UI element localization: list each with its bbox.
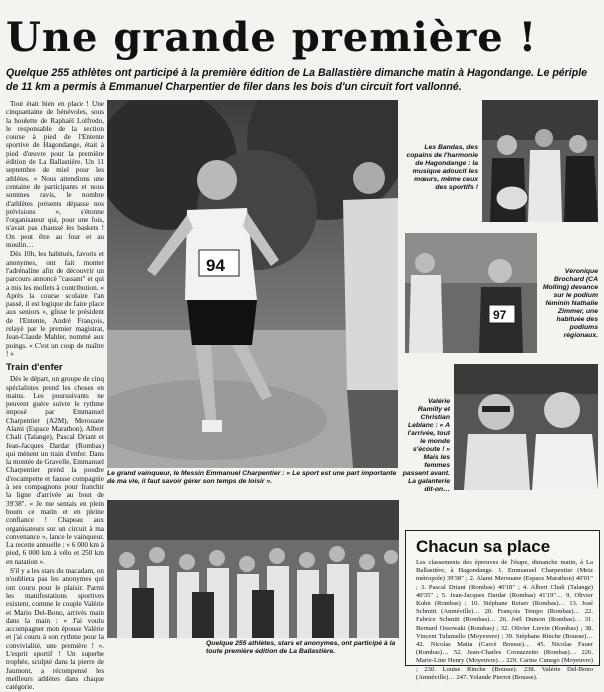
crowd-photo xyxy=(107,500,399,638)
body-paragraph: Dès le départ, un groupe de cinq spécialistes prend les choses en mains. Les poursuivants ne peuvent guère suivre le rythme imposé par Emmanuel Charpentier (A2M), Merouane Alami (Espace Marathon), Albert Chali (Talange), Pascal Driant et Jean-Jacques Dardar (Rombas) qui mènent un train d'enfer. Dans la montée de Gravelle, Emmanuel Charpentier prend la poudre d'escampette et fausse compagnie à ses compagnons pour franchir la ligne d'arrivée au bout de 39'38". « Je me sentais en plein boum ce matin et en pleine confiance ! Chapeau aux organisateurs sur un circuit à ma convenance », lance le vainqueur. La recette annuelle : « 6 000 km à pied, 6 000 km à vélo et 250 km en natation ». xyxy=(6,375,104,566)
winner-caption: Le grand vainqueur, le Messin Emmanuel Charpentier : « Le sport est une part importante de ma vie, il faut savoir gérer son temps de loisir ». xyxy=(107,470,397,485)
podium-photo xyxy=(405,233,537,353)
results-box xyxy=(405,530,600,681)
podium-caption: Véronique Brochard (CA Molling) devance sur le podium féminin Nathalie Zimmer, une habituée des podiums régionaux. xyxy=(542,268,598,339)
winner-bib: 94 xyxy=(206,256,225,275)
headline: Une grande première ! xyxy=(6,14,538,61)
podium-bib: 97 xyxy=(493,308,507,322)
couple-caption: Valérie Ramilly et Christian Leblanc : « A l'arrivée, tout le monde s'écoute ! » Mais les femmes passent avant. La galanterie dit-on… xyxy=(402,398,450,493)
results-title: Chacun sa place xyxy=(416,537,551,556)
band-photo xyxy=(482,100,598,222)
body-paragraph: S'il y a les stars du macadam, on n'oubliera pas les anonymes qui ont couru pour le plaisir. Parmi les manifestations sportives existent, comme le couple Valérie et Mario Del-Bono, arrivés main dans la main : « J'ai voulu accompagner mon épouse Valérie et j'ai couru à son rythme pour la convivialité, une première ! ». L'esprit sportif ! Un superbe trophée, sculpté dans la pierre de Jaumont, a récompensé les meilleurs athlètes dans chaque catégorie. xyxy=(6,567,104,692)
body-paragraph: Dès 10h, les habitués, favoris et anonymes, ont fait monter l'adrénaline afin de découvrir un parcours annoncé "cassant" et qui a mis les mollets à contribution. « Après la course scolaire l'an passé, il est logique de faire place aux seniors », glisse le président de l'Entente, André François, relayé par le premier magistrat, Jean-Claude Mahler, nommé aux poings. « C'est un coup de maître ! » xyxy=(6,250,104,358)
band-caption: Les Bandas, des copains de l'harmonie de Hagondange : la musique adoucit les mœurs, même ceux des sportifs ! xyxy=(406,144,478,191)
body-paragraph: Tout était bien en place ! Une cinquantaine de bénévoles, sous la houlette de Raphaël Lolfredo, le responsable de la section course à pied de l'Entente sportive de Hagondange, était à pied d'œuvre pour la première édition de La Ballastière. Un 11 septembre de miel pour les athlètes. « Nous attendions une centaine de participants et nous sommes ravis, le nombre d'athlètes présents dépasse nos prévisions », s'étonne l'organisateur qui, pour une fois, n'avait pas chaussé les baskets ! On peut être au four et au moulin… xyxy=(6,100,104,250)
couple-photo xyxy=(454,364,598,490)
article-body-column xyxy=(6,100,104,692)
lead-paragraph: Quelque 255 athlètes ont participé à la première édition de La Ballastière dimanche matin à Hagondange. Le périple de 11 km a permis à Emmanuel Charpentier de filer dans les bois d'un circuit fort vallonné. xyxy=(6,67,588,93)
winner-photo xyxy=(107,100,398,468)
crowd-caption: Quelque 255 athlètes, stars et anonymes, ont participé à la toute première édition de La Ballastière. xyxy=(206,640,396,655)
results-text: Les classements des épreuves de l'étape, dimanche matin, à La Ballastière, à Hagondange. 1. Emmanuel Charpentier (Metz métropole) 39'38" ; 2. Alami Merouane (Espace Marathon) 40'01" ; 3. Pascal Driant (Rombas) 40'18" ; 4. Albert Chali (Talange) 40'35" ; 5. Jean-Jacques Dardar (Rombas) 41'19"… 9. Olivier Kuhn (Rombas) ; 10. Stéphane Reiser (Rombas)… 13. José Schmitt (Amnéville)… 20. François Tempo (Rombas)… 22. Fabrice Schmitt (Rombas)… 26. Joël Dumon (Rombas)… 31. Bernard Ossowaki (Rombas) ; 32. Olivier Lievin (Rombas) ; 38. Vincent Tulumello (Moyeuvre) ; 39. Stéphane Rinche (Bousse)… 42. Nicolas Matta (Carcé Bousse)… 45. Nicolas Fauer (Rombas)… 52. Jean-Charles Cornazzetto (Rombas)… 226. Marie-Line Henry (Moyeuvre)… 229. Carine Cunego (Moyeuvre) ; 230. Louise Rinche (Bousse). 238. Valérie Del-Bono (Amnéville)… 247. Yolande Pierrot (Bousse). xyxy=(416,559,593,681)
subhead: Train d'enfer xyxy=(6,362,63,374)
